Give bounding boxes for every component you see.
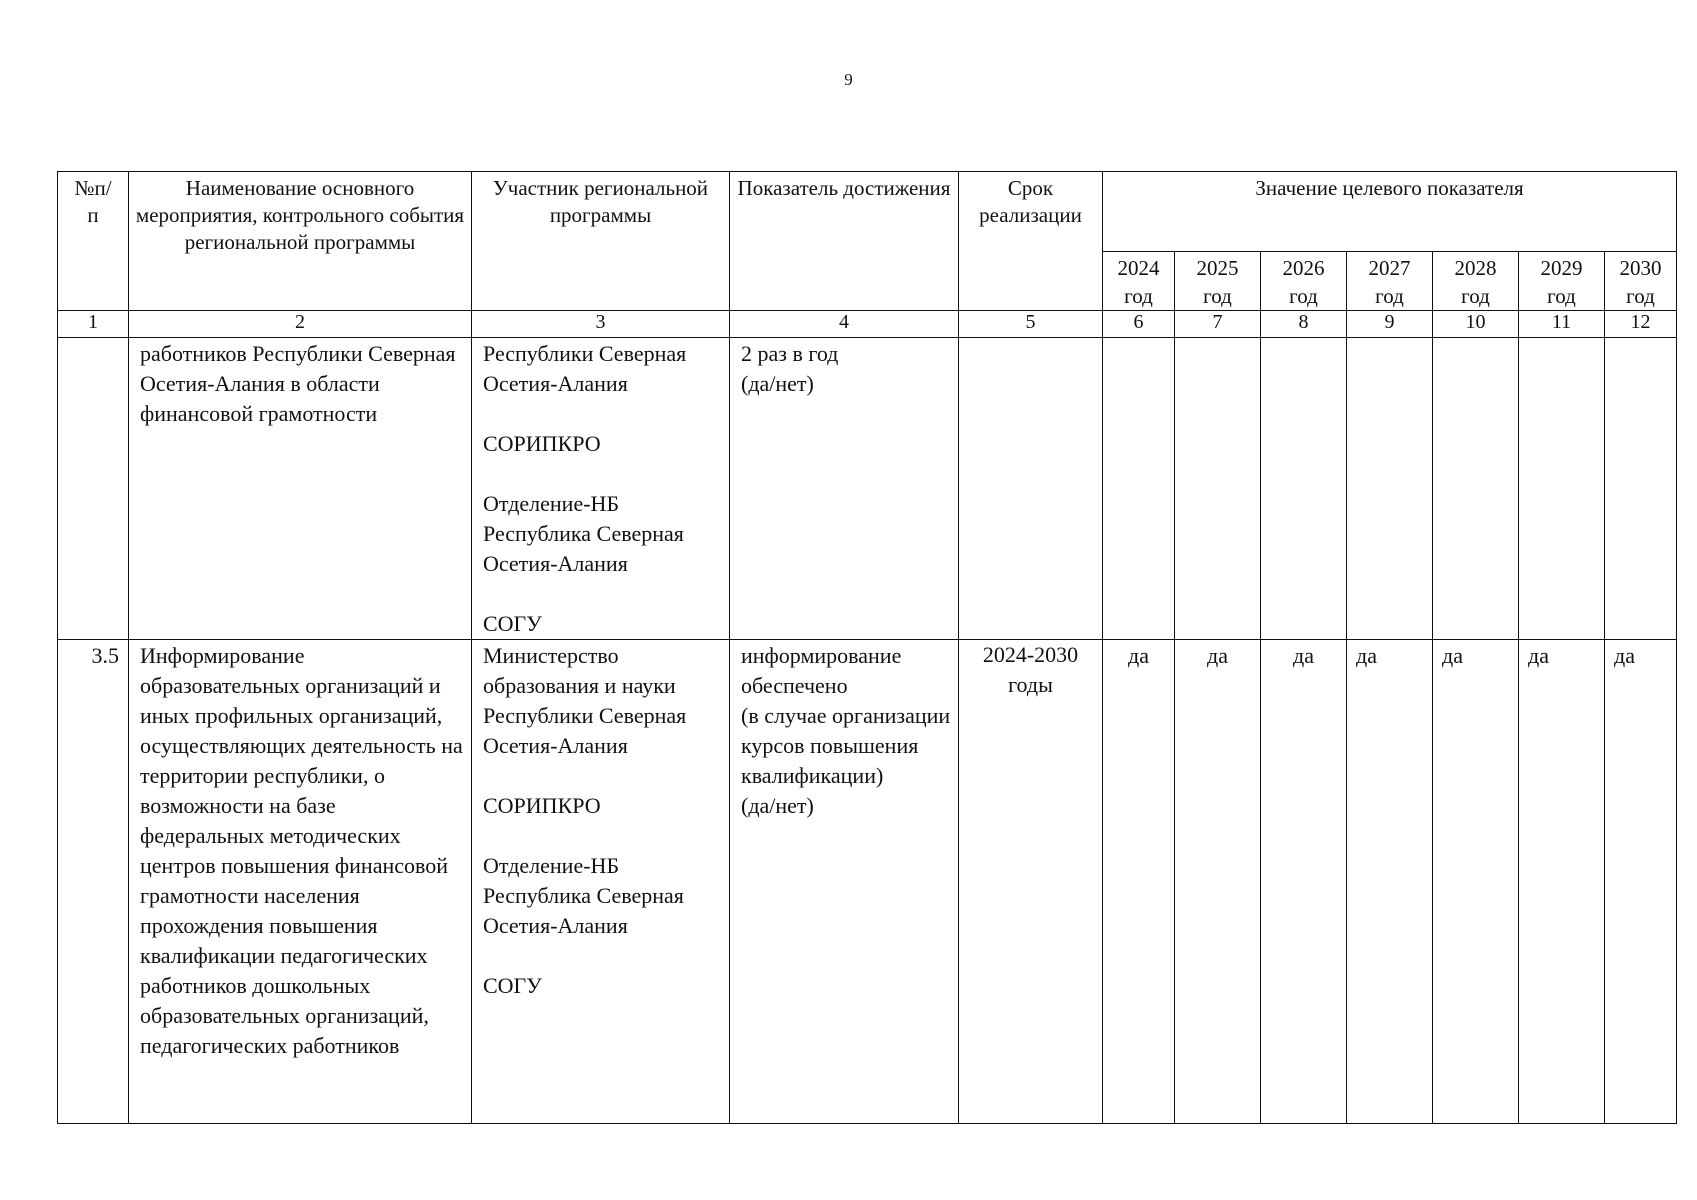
column-number: 8 xyxy=(1261,311,1347,338)
header-year-2030: 2030 год xyxy=(1605,252,1677,311)
header-year-2024: 2024 год xyxy=(1103,252,1175,311)
page-number: 9 xyxy=(844,70,853,89)
value-2030: да xyxy=(1605,640,1677,1124)
header-year-2028: 2028 год xyxy=(1433,252,1519,311)
value-2027: да xyxy=(1347,640,1433,1124)
column-number: 4 xyxy=(730,311,959,338)
table-row xyxy=(58,640,1677,1124)
column-number: 1 xyxy=(58,311,129,338)
column-number: 2 xyxy=(129,311,472,338)
table-row xyxy=(58,338,1677,640)
value-2026: да xyxy=(1261,640,1347,1124)
value-2030 xyxy=(1605,338,1677,640)
header-participant: Участник региональной программы xyxy=(472,172,730,311)
header-row xyxy=(58,172,1677,252)
column-number: 12 xyxy=(1605,311,1677,338)
participant: Республики Северная Осетия-Алания СОРИПКРО Отделение-НБ Республика Северная Осетия-Алания СОГУ xyxy=(472,338,730,640)
row-number: 3.5 xyxy=(58,640,129,1124)
indicator: информирование обеспечено (в случае организации курсов повышения квалификации) (да/нет) xyxy=(730,640,959,1124)
column-number: 5 xyxy=(959,311,1103,338)
value-2027 xyxy=(1347,338,1433,640)
column-number: 6 xyxy=(1103,311,1175,338)
header-name: Наименование основного мероприятия, контрольного события региональной программы xyxy=(129,172,472,311)
term xyxy=(959,338,1103,640)
value-2028 xyxy=(1433,338,1519,640)
value-2024: да xyxy=(1103,640,1175,1124)
column-number: 7 xyxy=(1175,311,1261,338)
term: 2024-2030 годы xyxy=(959,640,1103,1124)
header-indicator: Показатель достижения xyxy=(730,172,959,311)
column-number: 11 xyxy=(1519,311,1605,338)
header-year-2027: 2027 год xyxy=(1347,252,1433,311)
column-number: 10 xyxy=(1433,311,1519,338)
column-number: 3 xyxy=(472,311,730,338)
header-year-2029: 2029 год xyxy=(1519,252,1605,311)
participant: Министерство образования и науки Республики Северная Осетия-Алания СОРИПКРО Отделение-НБ Республика Северная Осетия-Алания СОГУ xyxy=(472,640,730,1124)
row-number xyxy=(58,338,129,640)
program-table xyxy=(57,171,1677,1124)
value-2029: да xyxy=(1519,640,1605,1124)
value-2024 xyxy=(1103,338,1175,640)
header-term: Срок реализации xyxy=(959,172,1103,311)
value-2025 xyxy=(1175,338,1261,640)
value-2028: да xyxy=(1433,640,1519,1124)
value-2029 xyxy=(1519,338,1605,640)
event-name: Информирование образовательных организаций и иных профильных организаций, осуществляющих деятельность на территории республики, о возможности на базе федеральных методических центров повышения финансовой грамотности населения прохождения повышения квалификации педагогических работников дошкольных образовательных организаций, педагогических работников xyxy=(129,640,472,1124)
header-year-2026: 2026 год xyxy=(1261,252,1347,311)
event-name: работников Республики Северная Осетия-Алания в области финансовой грамотности xyxy=(129,338,472,640)
value-2026 xyxy=(1261,338,1347,640)
indicator: 2 раз в год (да/нет) xyxy=(730,338,959,640)
column-number: 9 xyxy=(1347,311,1433,338)
header-num: №п/ п xyxy=(58,172,129,311)
header-target-value: Значение целевого показателя xyxy=(1103,172,1677,252)
value-2025: да xyxy=(1175,640,1261,1124)
header-year-2025: 2025 год xyxy=(1175,252,1261,311)
column-number-row xyxy=(58,311,1677,338)
